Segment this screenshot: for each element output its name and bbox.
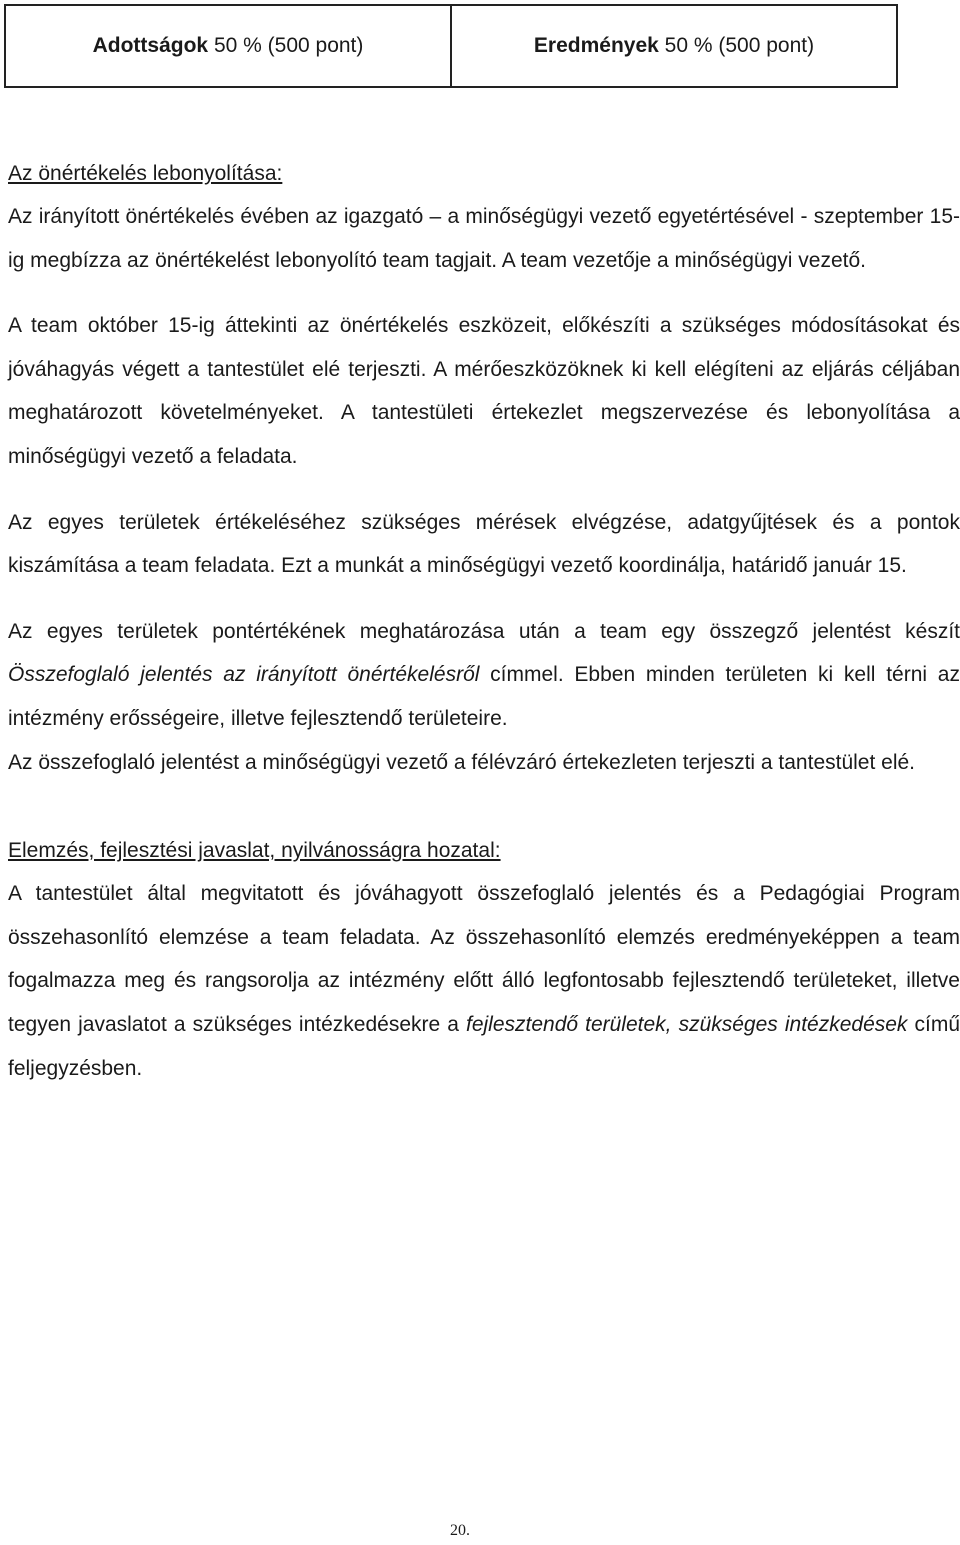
paragraph-meresek: Az egyes területek értékeléséhez szükséges mérések elvégzése, adatgyűjtések és a pontok kiszámítása a team feladata. Ezt a munkát a minőségügyi vezető koordinálja, határidő január 15. — [8, 510, 960, 578]
paragraph-osszehasonlito-elemzes — [8, 872, 960, 1090]
paragraph-text: A tantestület által megvitatott és jóváhagyott összefoglaló jelentés és a Pedagógiai Program összehasonlító elemzése a team feladata. Az összehasonlító elemzés eredményeképpen a team fogalmazza meg és rangsorolja az intézmény előtt álló legfontosabb fejlesztendő területeket, illetve tegyen javaslatot a szükséges intézkedésekre a — [8, 882, 960, 1036]
section-heading-onertekeles: Az önértékelés lebonyolítása: — [8, 162, 283, 185]
section-heading-elemzes: Elemzés, fejlesztési javaslat, nyilvánosságra hozatal: — [8, 839, 501, 863]
header-left-bold: Adottságok — [92, 34, 209, 57]
document-body — [8, 152, 960, 1090]
paragraph-text: címmel. Ebben minden területen ki kell térni az intézmény erősségeire, illetve fejlesztendő területeire. — [8, 663, 960, 730]
note-title-italic: fejlesztendő területek, szükséges intézkedések — [465, 1012, 908, 1036]
header-right-rest: 50 % (500 pont) — [658, 34, 815, 57]
report-title-italic: Összefoglaló jelentés az irányított önértékelésről — [8, 663, 480, 687]
paragraph-eszkozok: A team október 15-ig áttekinti az önértékelés eszközeit, előkészíti a szükséges módosításokat és jóváhagyás végett a tantestület elé terjeszti. A mérőeszközöknek ki kell elégíteni az eljárás céljában meghatározott követelményeket. A tantestületi értekezlet megszervezése és lebonyolítása a minőségügyi vezető a feladata. — [8, 314, 960, 468]
paragraph-text: című feljegyzésben. — [8, 1012, 960, 1080]
paragraph-osszegzo-jelentes — [8, 610, 960, 741]
section-elemzes — [8, 829, 960, 1090]
page-number: 20. — [450, 1522, 470, 1539]
paragraph-megbizas: Az irányított önértékelés évében az igazgató – a minőségügyi vezető egyetértésével - szeptember 15-ig megbízza az önértékelést lebonyolító team tagjait. A team vezetője a minőségügyi vezető. — [8, 205, 960, 272]
header-cell-adottsagok — [5, 5, 451, 87]
paragraph-text: Az egyes területek pontértékének meghatározása után a team egy összegző jelentést készít — [8, 619, 960, 643]
header-cell-eredmenyek — [451, 5, 897, 87]
paragraph-felevzaro: Az összefoglaló jelentést a minőségügyi vezető a félévzáró értekezleten terjeszti a tantestület elé. — [8, 750, 916, 774]
header-table — [4, 4, 898, 88]
header-right-bold: Eredmények — [533, 34, 659, 57]
header-left-rest: 50 % (500 pont) — [208, 34, 364, 57]
